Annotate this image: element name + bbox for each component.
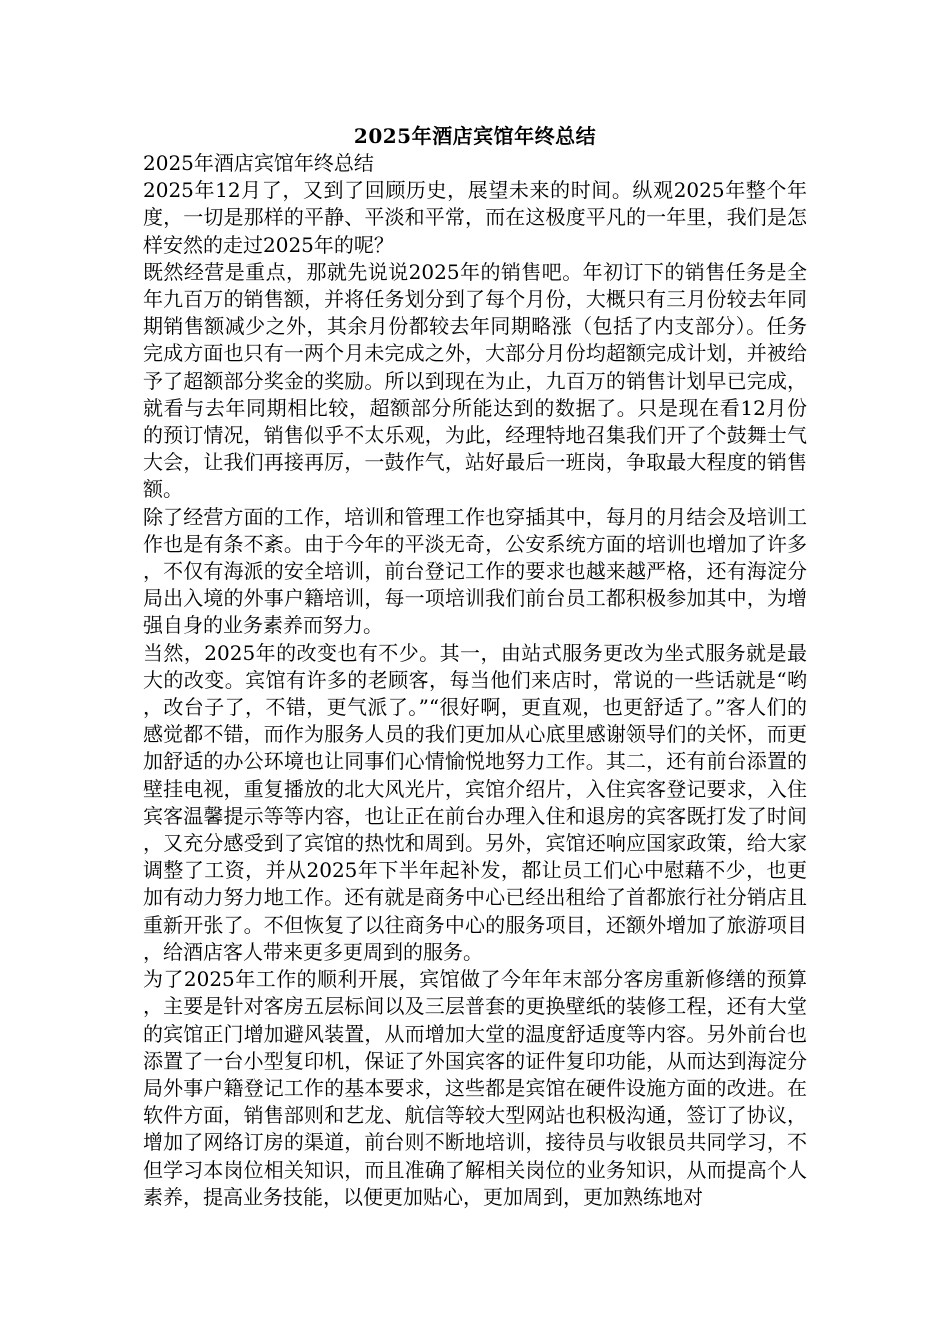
paragraph-intro: 2025年12月了，又到了回顾历史，展望未来的时间。纵观2025年整个年度，一切是那样的平静、平淡和平常，而在这极度平凡的一年里，我们是怎样安然的走过2025年的呢？ xyxy=(143,178,807,257)
paragraph-plans: 为了2025年工作的顺利开展，宾馆做了今年年末部分客房重新修缮的预算，主要是针对客房五层标间以及三层普套的更换壁纸的装修工程，还有大堂的宾馆正门增加避风装置，从而增加大堂的温度舒适度等内容。另外前台也添置了一台小型复印机，保证了外国宾客的证件复印功能，从而达到海淀分局外事户籍登记工作的基本要求，这些都是宾馆在硬件设施方面的改进。在软件方面，销售部则和艺龙、航信等较大型网站也积极沟通，签订了协议，增加了网络订房的渠道，前台则不断地培训，接待员与收银员共同学习，不但学习本岗位相关知识，而且准确了解相关岗位的业务知识，从而提高个人素养，提高业务技能，以便更加贴心，更加周到，更加熟练地对 xyxy=(143,967,807,1209)
document-page xyxy=(143,122,807,1211)
paragraph-training: 除了经营方面的工作，培训和管理工作也穿插其中，每月的月结会及培训工作也是有条不紊。由于今年的平淡无奇，公安系统方面的培训也增加了许多，不仅有海派的安全培训，前台登记工作的要求也越来越严格，还有海淀分局出入境的外事户籍培训，每一项培训我们前台员工都积极参加其中，为增强自身的业务素养而努力。 xyxy=(143,504,807,638)
paragraph-subtitle: 2025年酒店宾馆年终总结 xyxy=(143,151,374,175)
paragraph-changes: 当然，2025年的改变也有不少。其一，由站式服务更改为坐式服务就是最大的改变。宾馆有许多的老顾客，每当他们来店时，常说的一些话就是“哟，改台子了，不错，更气派了。”“很好啊，更直观，也更舒适了。”客人们的感觉都不错，而作为服务人员的我们更加从心底里感谢领导们的关怀，而更加舒适的办公环境也让同事们心情愉悦地努力工作。其二，还有前台添置的壁挂电视，重复播放的北大风光片，宾馆介绍片，入住宾客登记要求，入住宾客温馨提示等等内容，也让正在前台办理入住和退房的宾客既打发了时间，又充分感受到了宾馆的热忱和周到。另外，宾馆还响应国家政策，给大家调整了工资，并从2025年下半年起补发，都让员工们心中慰藉不少，也更加有动力努力地工作。还有就是商务中心已经出租给了首都旅行社分销店且重新开张了。不但恢复了以往商务中心的服务项目，还额外增加了旅游项目，给酒店客人带来更多更周到的服务。 xyxy=(143,640,807,964)
document-title: 2025年酒店宾馆年终总结 xyxy=(353,124,597,148)
paragraph-sales: 既然经营是重点，那就先说说2025年的销售吧。年初订下的销售任务是全年九百万的销售额，并将任务划分到了每个月份，大概只有三月份较去年同期销售额减少之外，其余月份都较去年同期略涨（包括了内支部分）。任务完成方面也只有一两个月未完成之外，大部分月份均超额完成计划，并被给予了超额部分奖金的奖励。所以到现在为止，九百万的销售计划早已完成，就看与去年同期相比较，超额部分所能达到的数据了。只是现在看12月份的预订情况，销售似乎不太乐观，为此，经理特地召集我们开了个鼓舞士气大会，让我们再接再厉，一鼓作气，站好最后一班岗，争取最大程度的销售额。 xyxy=(143,259,807,502)
